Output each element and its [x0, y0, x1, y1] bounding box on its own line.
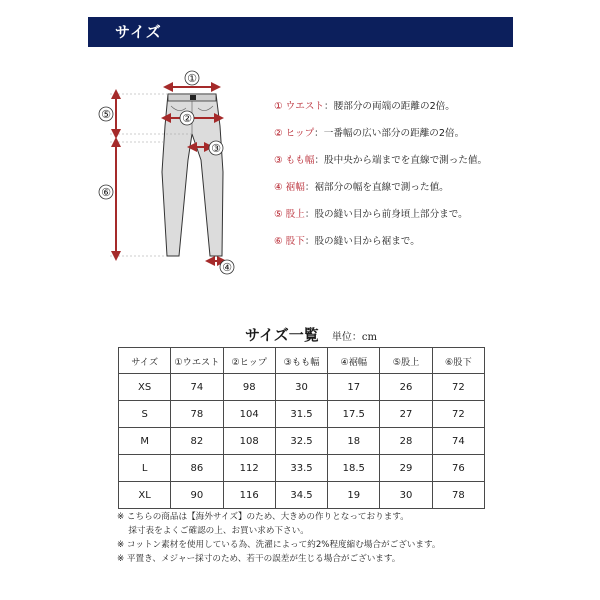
header-title: サイズ: [115, 23, 162, 41]
table-cell: 17: [328, 374, 380, 401]
table-cell: 26: [380, 374, 432, 401]
size-table-heading: [245, 324, 377, 345]
column-header: サイズ: [119, 348, 171, 374]
table-cell: M: [119, 428, 171, 455]
legend-number: ①: [274, 101, 283, 112]
legend-number: ⑥: [274, 236, 283, 247]
column-header: ④裾幅: [328, 348, 380, 374]
table-cell: 86: [171, 455, 223, 482]
table-cell: 19: [328, 482, 380, 509]
table-cell: 78: [171, 401, 223, 428]
legend-number: ②: [274, 128, 283, 139]
table-cell: 32.5: [275, 428, 327, 455]
note-line: ※ こちらの商品は【海外サイズ】のため、大きめの作りとなっております。: [117, 512, 409, 522]
table-cell: 18: [328, 428, 380, 455]
table-cell: L: [119, 455, 171, 482]
legend-term: 股上: [285, 209, 305, 220]
marker-5: ⑤: [101, 108, 111, 121]
legend-term: ウエスト: [285, 101, 325, 112]
table-cell: 28: [380, 428, 432, 455]
table-cell: 104: [223, 401, 275, 428]
notes-section: [117, 510, 441, 566]
table-row: [119, 374, 485, 401]
column-header: ⑥股下: [432, 348, 484, 374]
table-cell: 29: [380, 455, 432, 482]
legend-description: ：股中央から端までを直線で測った値。: [314, 155, 488, 166]
marker-3: ③: [211, 142, 221, 155]
table-cell: 78: [432, 482, 484, 509]
table-row: [119, 428, 485, 455]
marker-1: ①: [187, 72, 197, 85]
table-cell: 33.5: [275, 455, 327, 482]
note-line: 採寸表をよくご確認の上、お買い求め下さい。: [117, 526, 309, 536]
measurement-legend: [274, 96, 564, 258]
marker-2: ②: [182, 112, 192, 125]
table-cell: 98: [223, 374, 275, 401]
legend-item-inseam: [274, 231, 564, 258]
table-cell: 90: [171, 482, 223, 509]
legend-term: 股下: [285, 236, 305, 247]
table-cell: 27: [380, 401, 432, 428]
legend-item-hip: [274, 123, 564, 150]
column-header: ③もも幅: [275, 348, 327, 374]
legend-number: ③: [274, 155, 283, 166]
table-cell: 76: [432, 455, 484, 482]
legend-description: ：裾部分の幅を直線で測った値。: [304, 182, 449, 193]
table-cell: 74: [432, 428, 484, 455]
column-header: ②ヒップ: [223, 348, 275, 374]
table-row: [119, 401, 485, 428]
legend-description: ：腰部分の両端の距離の2倍。: [324, 101, 455, 112]
table-cell: 17.5: [328, 401, 380, 428]
legend-item-waist: [274, 96, 564, 123]
note-line: ※ コットン素材を使用している為、洗濯によって約2%程度縮む場合がございます。: [117, 540, 441, 550]
table-cell: 18.5: [328, 455, 380, 482]
size-table: [118, 347, 485, 509]
table-cell: 108: [223, 428, 275, 455]
table-cell: 72: [432, 374, 484, 401]
note-line: ※ 平置き、メジャー採寸のため、若干の誤差が生じる場合がございます。: [117, 554, 401, 564]
table-cell: 31.5: [275, 401, 327, 428]
legend-description: ：一番幅の広い部分の距離の2倍。: [314, 128, 465, 139]
table-cell: 34.5: [275, 482, 327, 509]
size-table-title: サイズ一覧: [245, 326, 319, 344]
table-cell: 82: [171, 428, 223, 455]
column-header: ①ウエスト: [171, 348, 223, 374]
legend-description: ：股の縫い目から前身頃上部分まで。: [304, 209, 468, 220]
legend-item-thigh: [274, 150, 564, 177]
table-cell: 72: [432, 401, 484, 428]
legend-item-hem: [274, 177, 564, 204]
legend-number: ④: [274, 182, 283, 193]
table-cell: XL: [119, 482, 171, 509]
size-table-unit: 単位：cm: [331, 332, 377, 343]
column-header: ⑤股上: [380, 348, 432, 374]
legend-term: 裾幅: [285, 182, 305, 193]
table-cell: S: [119, 401, 171, 428]
marker-4: ④: [222, 261, 232, 274]
marker-6: ⑥: [101, 186, 111, 199]
table-cell: 30: [380, 482, 432, 509]
legend-number: ⑤: [274, 209, 283, 220]
pants-diagram: [96, 62, 256, 282]
legend-item-rise: [274, 204, 564, 231]
legend-description: ：股の縫い目から裾まで。: [304, 236, 420, 247]
legend-term: もも幅: [285, 155, 315, 166]
table-cell: XS: [119, 374, 171, 401]
section-header: [88, 17, 513, 47]
table-header-row: [119, 348, 485, 374]
table-cell: 30: [275, 374, 327, 401]
table-row: [119, 482, 485, 509]
table-cell: 116: [223, 482, 275, 509]
table-cell: 74: [171, 374, 223, 401]
table-cell: 112: [223, 455, 275, 482]
table-row: [119, 455, 485, 482]
legend-term: ヒップ: [285, 128, 315, 139]
